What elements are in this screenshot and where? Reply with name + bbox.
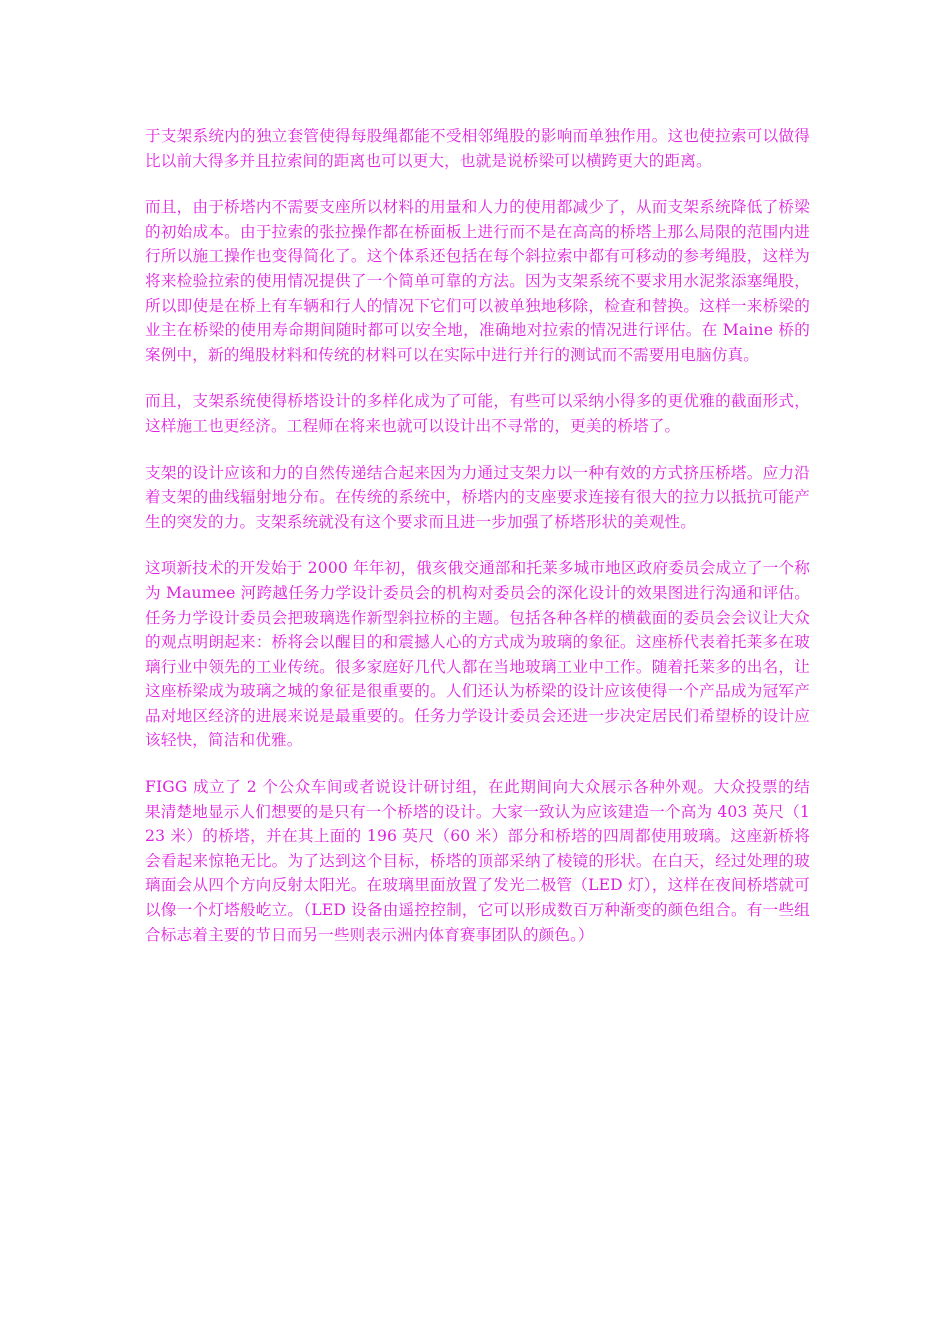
document-body bbox=[145, 124, 810, 969]
paragraph-4: 支架的设计应该和力的自然传递结合起来因为力通过支架力以一种有效的方式挤压桥塔。应力沿着支架的曲线辐射地分布。在传统的系统中，桥塔内的支座要求连接有很大的拉力以抵抗可能产生的突发的力。支架系统就没有这个要求而且进一步加强了桥塔形状的美观性。 bbox=[145, 463, 810, 531]
paragraph-5: 这项新技术的开发始于 2000 年年初，俄亥俄交通部和托莱多城市地区政府委员会成立了一个称为 Maumee 河跨越任务力学设计委员会的机构对委员会的深化设计的效果图进行沟通和评估。任务力学设计委员会把玻璃选作新型斜拉桥的主题。包括各种各样的横截面的委员会会议让大众的观点明朗起来：桥将会以醒目的和震撼人心的方式成为玻璃的象征。这座桥代表着托莱多在玻璃行业中领先的工业传统。很多家庭好几代人都在当地玻璃工业中工作。随着托莱多的出名，让这座桥梁成为玻璃之城的象征是很重要的。人们还认为桥梁的设计应该使得一个产品成为冠军产品对地区经济的进展来说是最重要的。任务力学设计委员会还进一步决定居民们希望桥的设计应该轻快，简洁和优雅。 bbox=[145, 559, 810, 750]
paragraph-3: 而且，支架系统使得桥塔设计的多样化成为了可能，有些可以采纳小得多的更优雅的截面形式，这样施工也更经济。工程师在将来也就可以设计出不寻常的，更美的桥塔了。 bbox=[145, 392, 810, 435]
paragraph-1: 于支架系统内的独立套管使得每股绳都能不受相邻绳股的影响而单独作用。这也使拉索可以做得比以前大得多并且拉索间的距离也可以更大，也就是说桥梁可以横跨更大的距离。 bbox=[145, 127, 810, 170]
paragraph-6: FIGG 成立了 2 个公众车间或者说设计研讨组，在此期间向大众展示各种外观。大众投票的结果清楚地显示人们想要的是只有一个桥塔的设计。大家一致认为应该建造一个高为 403 英尺（123 米）的桥塔，并在其上面的 196 英尺（60 米）部分和桥塔的四周都使用玻璃。这座新桥将会看起来惊艳无比。为了达到这个目标，桥塔的顶部采纳了棱镜的形状。在白天，经过处理的玻璃面会从四个方向反射太阳光。在玻璃里面放置了发光二极管（LED 灯），这样在夜间桥塔就可以像一个灯塔般屹立。（LED 设备由遥控控制，它可以形成数百万种渐变的颜色组合。有一些组合标志着主要的节日而另一些则表示洲内体育赛事团队的颜色。） bbox=[145, 778, 810, 944]
paragraph-2: 而且，由于桥塔内不需要支座所以材料的用量和人力的使用都减少了，从而支架系统降低了桥梁的初始成本。由于拉索的张拉操作都在桥面板上进行而不是在高高的桥塔上那么局限的范围内进行所以施工操作也变得简化了。这个体系还包括在每个斜拉索中都有可移动的参考绳股，这样为将来检验拉索的使用情况提供了一个简单可靠的方法。因为支架系统不要求用水泥浆添塞绳股，所以即使是在桥上有车辆和行人的情况下它们可以被单独地移除，检查和替换。这样一来桥梁的业主在桥梁的使用寿命期间随时都可以安全地，准确地对拉索的情况进行评估。在 Maine 桥的案例中，新的绳股材料和传统的材料可以在实际中进行并行的测试而不需要用电脑仿真。 bbox=[145, 198, 810, 364]
